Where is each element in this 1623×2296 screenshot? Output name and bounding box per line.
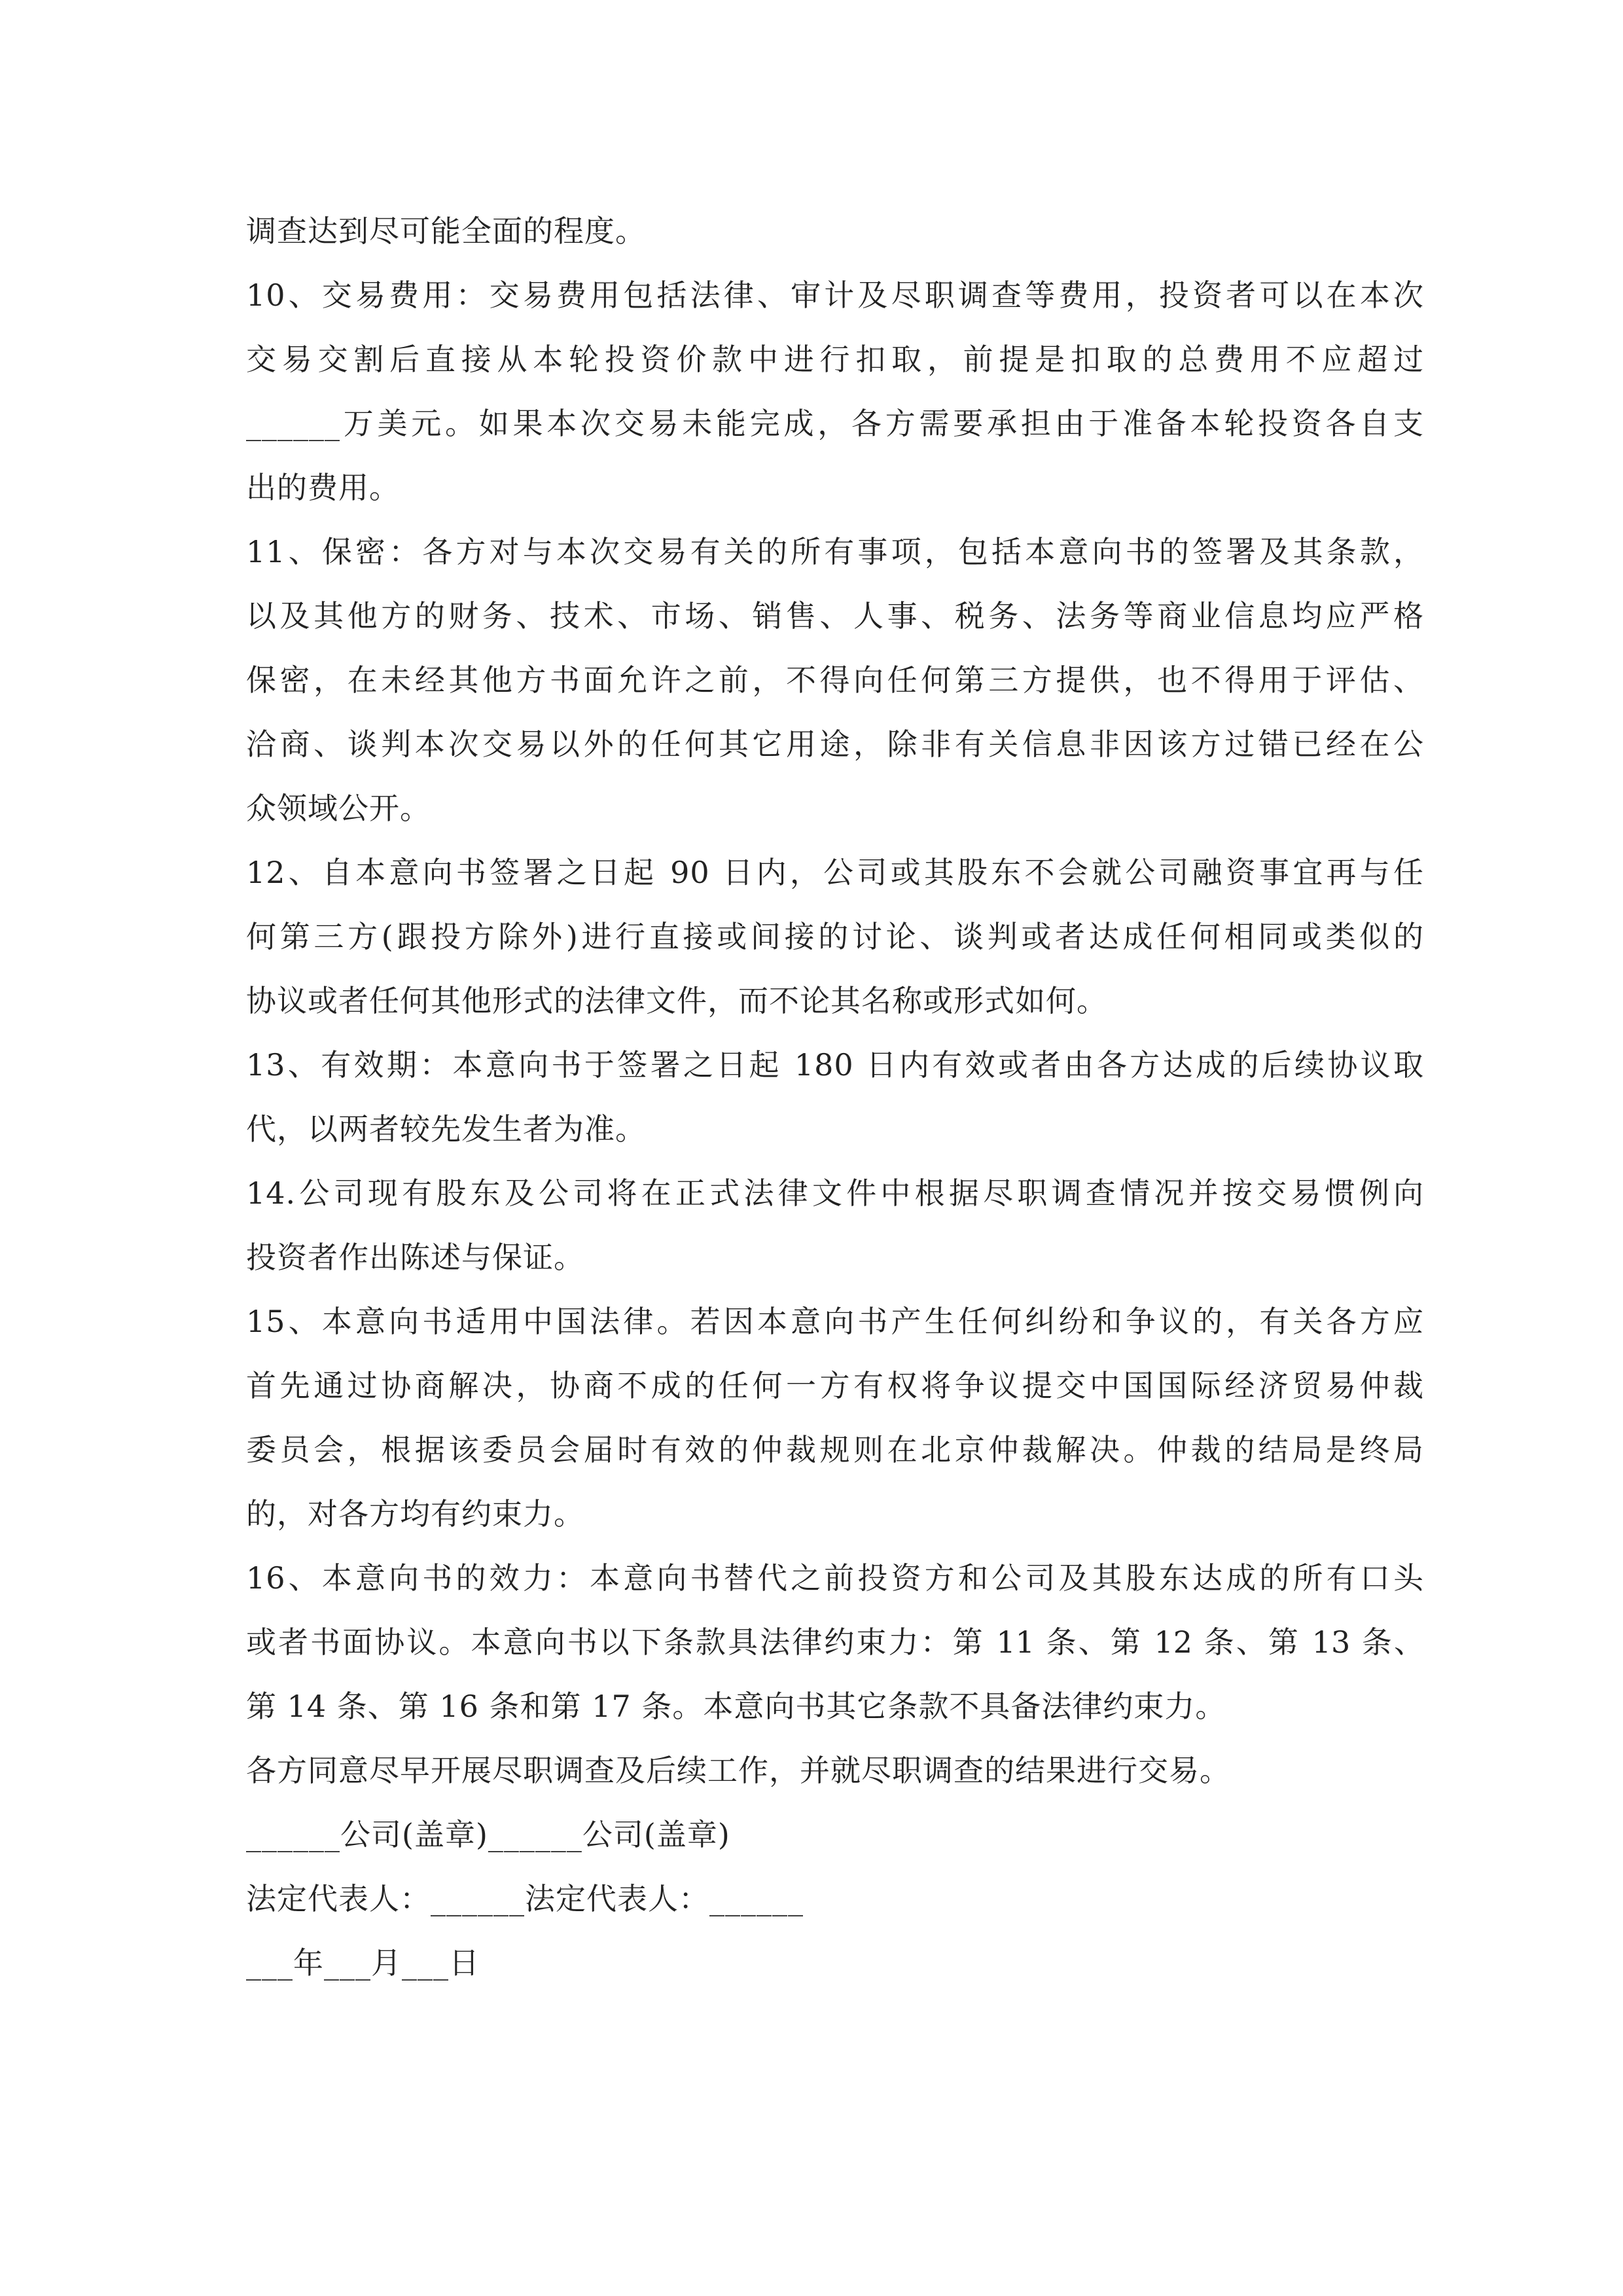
text-line: 首先通过协商解决，协商不成的任何一方有权将争议提交中国国际经济贸易仲裁 [246,1368,1424,1403]
text-line: 或者书面协议。本意向书以下条款具法律约束力：第 11 条、第 12 条、第 13 条、 [246,1624,1424,1660]
text-line: 协议或者任何其他形式的法律文件，而不论其名称或形式如何。 [246,983,1107,1018]
text-line: 15、本意向书适用中国法律。若因本意向书产生任何纠纷和争议的，有关各方应 [246,1304,1424,1339]
text-line: 交易交割后直接从本轮投资价款中进行扣取，前提是扣取的总费用不应超过 [246,342,1424,377]
text-line: 出的费用。 [246,470,400,505]
text-line: 11、保密：各方对与本次交易有关的所有事项，包括本意向书的签署及其条款， [246,534,1424,569]
signature-representative-line: 法定代表人：______法定代表人：______ [246,1881,804,1916]
text-line: 14.公司现有股东及公司将在正式法律文件中根据尽职调查情况并按交易惯例向 [246,1175,1424,1211]
text-line: 10、交易费用：交易费用包括法律、审计及尽职调查等费用，投资者可以在本次 [246,278,1424,313]
document-body [246,199,1424,1995]
text-line: 13、有效期：本意向书于签署之日起 180 日内有效或者由各方达成的后续协议取 [246,1047,1424,1083]
signature-company-line: ______公司(盖章)______公司(盖章) [246,1817,730,1852]
text-line: 代，以两者较先发生者为准。 [246,1111,646,1147]
text-line: 16、本意向书的效力：本意向书替代之前投资方和公司及其股东达成的所有口头 [246,1560,1424,1596]
text-line: 保密，在未经其他方书面允许之前，不得向任何第三方提供，也不得用于评估、 [246,662,1424,698]
text-line: 调查达到尽可能全面的程度。 [246,213,646,249]
text-line: 各方同意尽早开展尽职调查及后续工作，并就尽职调查的结果进行交易。 [246,1753,1230,1788]
text-line: 何第三方(跟投方除外)进行直接或间接的讨论、谈判或者达成任何相同或类似的 [246,919,1424,954]
text-line: 众领域公开。 [246,791,431,826]
text-line: ______万美元。如果本次交易未能完成，各方需要承担由于准备本轮投资各自支 [246,406,1424,441]
text-line: 第 14 条、第 16 条和第 17 条。本意向书其它条款不具备法律约束力。 [246,1689,1226,1724]
text-line: 委员会，根据该委员会届时有效的仲裁规则在北京仲裁解决。仲裁的结局是终局 [246,1432,1424,1467]
text-line: 的，对各方均有约束力。 [246,1496,584,1532]
text-line: 12、自本意向书签署之日起 90 日内，公司或其股东不会就公司融资事宜再与任 [246,855,1424,890]
text-line: 投资者作出陈述与保证。 [246,1240,584,1275]
signature-date-line: ___年___月___日 [246,1945,480,1981]
text-line: 以及其他方的财务、技术、市场、销售、人事、税务、法务等商业信息均应严格 [246,598,1424,634]
text-line: 洽商、谈判本次交易以外的任何其它用途，除非有关信息非因该方过错已经在公 [246,726,1424,762]
